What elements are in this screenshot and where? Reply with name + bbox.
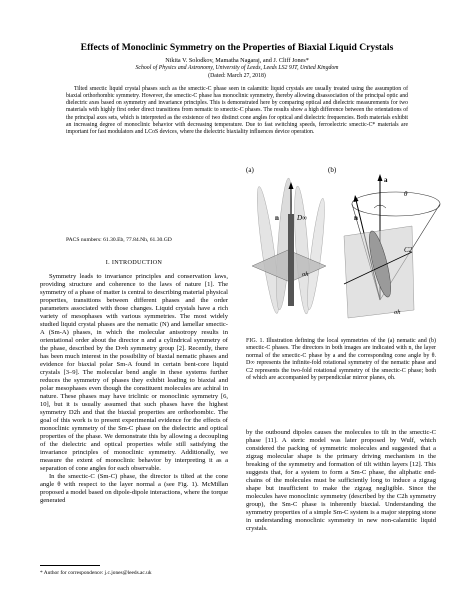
footnote: * Author for correspondence: j.c.jones@leeds.ac.uk: [40, 570, 152, 576]
authors: Nikita V. Solodkov, Mamatha Nagaraj, and J. Cliff Jones*: [165, 57, 309, 64]
intro-paragraph-1: Symmetry leads to invariance principles and conservation laws, providing structure and coherence to the laws of nature [1]. The symmetry of a phase of matter is central to describing material physical properties, transitions between different phases and the order parameters associated with those changes. Liquid crystals have a rich variety of mesophases with various symmetries. The most widely studied liquid crystal phases are the nematic (N) and lamellar smectic-A (Sm-A) phases, in which the molecular anisotropy results in orientational order about the director n and a cylindrical symmetry of the phase, described by the D∞h symmetry group [2]. Recently, there has been much interest in the possibility of biaxial nematic phases and evidence for biaxial polar Sm-A found in certain bent-core liquid crystals [3–9]. The molecular bend angle in these systems further reduces the symmetry of phases they exhibit leading to biaxial and polar mesophases even though the constituent molecules are achiral in nature. These phases may have triclinic or monoclinic symmetry [6, 10], but it is usually assumed that such phases have the highest symmetry D2h and that the biaxial properties are orthorhombic. The goal of this work is to present experimental evidence for the effects of monoclinic symmetry of the Sm-C phase on the dielectric and optical properties of the phase. We demonstrate this by allowing a decoupling of the dielectric and optical properties while still satisfying the invariance principles of monoclinic symmetry. Additionally, we measure the extent of monoclinic behavior by interpreting it as a separation of cone angles for each observable.: [40, 273, 228, 473]
sigma-label-b: σh: [394, 309, 401, 316]
director-label-a: n: [275, 214, 279, 222]
layer-normal-arrow-head: [378, 174, 383, 181]
theta-label: θ: [404, 190, 408, 198]
section-heading: I. INTRODUCTION: [105, 259, 163, 266]
c2-label: C2: [404, 246, 413, 254]
panel-a-label: (a): [246, 166, 254, 174]
left-column: [40, 273, 228, 505]
layer-normal-label: a: [384, 176, 388, 184]
rotation-axis-a: [288, 214, 294, 306]
footnote-rule: [40, 565, 100, 566]
figure-1: [244, 162, 444, 334]
d-inf-label: D∞: [297, 214, 308, 222]
director-label-b: n: [354, 214, 358, 222]
right-column: [246, 429, 436, 533]
arrow-head-b: [354, 195, 359, 202]
abstract: Tilted smectic liquid crystal phases such as the smectic-C phase seen in calamitic liquid crystals are usually treated using the assumption of biaxial orthorhombic symmetry. However, the smectic-C phase has monoclinic symmetry, thereby allowing disassociation of the principal optic and dielectric axes based on symmetry and invariance principles. This is demonstrated here by comparing optical and dielectric measurements for two materials with highly first order direct transitions from nematic to smectic-C phases. The results show a high difference between the orientations of the principal axes sets, which is interpreted as the existence of two distinct cone angles for optical and dielectric frequencies. Both materials exhibit an increasing degree of monoclinic behavior with decreasing temperature. Due to fast switching speeds, ferroelectric smectic-C* materials are important for fast modulators and LCoS devices, where the dielectric biaxiality influences device operation.: [66, 86, 408, 135]
figure-1-illustration: [244, 162, 444, 334]
affiliation: School of Physics and Astronomy, University of Leeds, Leeds LS2 9JT, United Kingdom: [135, 65, 339, 71]
sigma-label-a: σh: [302, 271, 309, 278]
date: (Dated: March 27, 2018): [208, 73, 266, 79]
panel-b-label: (b): [328, 166, 337, 174]
paper-title: Effects of Monoclinic Symmetry on the Properties of Biaxial Liquid Crystals: [80, 42, 394, 53]
pacs-numbers: PACS numbers: 61.30.Eb, 77.84.Nh, 61.30.GD: [66, 237, 172, 243]
figure-caption: FIG. 1. Illustration defining the local symmetries of the (a) nematic and (b) smectic-C phases. The directors in both images are indicated with n, the layer normal of the smectic-C phase by a and the corresponding cone angle by θ. D∞ represents the infinite-fold rotational symmetry of the nematic phase and C2 represents the two-fold rotational symmetry of the smectic-C phase; both of which are accompanied by perpendicular mirror planes, σh.: [246, 338, 436, 382]
intro-paragraph-2: In the smectic-C (Sm-C) phase, the director is tilted at the cone angle θ with respect to the layer normal a (see Fig. 1). McMillan proposed a model based on dipole-dipole interactions, where the torque generated: [40, 473, 228, 505]
right-paragraph: by the outbound dipoles causes the molecules to tilt in the smectic-C phase [11]. A steric model was later proposed by Wulf, which considered the packing of symmetric molecules and suggested that a zigzag molecular shape is the primary driving mechanism in the breaking of the symmetry and formation of tilt within layers [12]. This suggests that, for a system to form a Sm-C phase, the aliphatic end-chains of the molecules must be sufficiently long to induce a zigzag shape but insufficient to make the zigzag negligible. Since the molecules have monoclinic symmetry (described by the C2h symmetry group), the Sm-C phase is inherently biaxial. Understanding the symmetry properties of a simple Sm-C system is a major stepping stone in understanding monoclinic symmetry in new non-calamitic liquid crystals.: [246, 429, 436, 533]
